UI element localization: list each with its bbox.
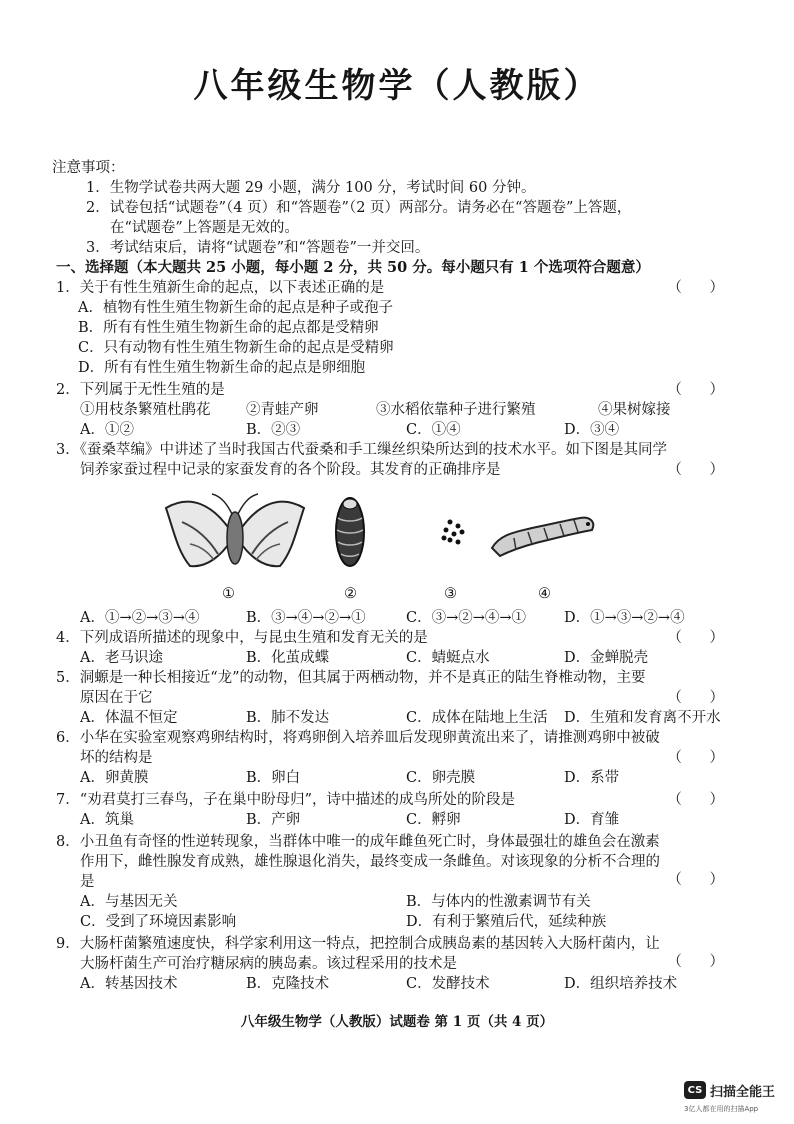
scanner-watermark [684,1080,775,1100]
notice-heading: 注意事项： [52,160,125,176]
question-stem: 坏的结构是 [80,750,153,766]
option: C．受到了环境因素影响 [80,914,237,930]
question-stem: 3．《蚕桑萃编》中讲述了当时我国古代蚕桑和手工缫丝织染所达到的技术水平。如下图是其同学 [56,442,667,458]
option: A．转基因技术 [80,976,178,992]
figure-label: ② [344,586,357,602]
statement-item: ②青蛙产卵 [246,402,319,418]
scanner-app-name: 扫描全能王 [710,1084,776,1100]
option: C．孵卵 [406,812,461,828]
notice-item: 2．试卷包括“试题卷”（4 页）和“答题卷”（2 页）两部分。请务必在“答题卷”上答题， [86,200,632,216]
silkworm-moth-drawing [166,494,304,566]
option: C．③→②→④→① [406,610,527,626]
option: A．①② [80,422,134,438]
page-footer: 八年级生物学（人教版）试题卷 第 1 页（共 4 页） [240,1014,554,1030]
statement-item: ④果树嫁接 [598,402,671,418]
question-stem: 大肠杆菌生产可治疗糖尿病的胰岛素。该过程采用的技术是 [80,956,457,972]
option: C．蜻蜓点水 [406,650,490,666]
page-title: 八年级生物学（人教版） [193,66,601,106]
option: A．筑巢 [80,812,134,828]
answer-parenthesis: （ ） [667,690,724,706]
section-heading: 一、选择题（本大题共 25 小题，每小题 2 分，共 50 分。每小题只有 1 个选项符合题意） [56,259,650,276]
question-stem: 4．下列成语所描述的现象中，与昆虫生殖和发育无关的是 [56,630,428,646]
notice-item: 1．生物学试卷共两大题 29 小题，满分 100 分，考试时间 60 分钟。 [86,180,536,196]
figure-label: ④ [538,586,551,602]
question-stem: 1．关于有性生殖新生命的起点，以下表述正确的是 [56,280,385,296]
option: B．②③ [246,422,301,438]
option: A．植物有性生殖生物新生命的起点是种子或孢子 [78,300,393,316]
option: B．肺不发达 [246,710,330,726]
answer-parenthesis: （ ） [667,750,724,766]
answer-parenthesis: （ ） [667,792,724,808]
option: D．③④ [564,422,620,438]
option: C．卵壳膜 [406,770,476,786]
option: D．系带 [564,770,620,786]
option: A．①→②→③→④ [80,610,200,626]
option: D．①→③→②→④ [564,610,685,626]
answer-parenthesis: （ ） [667,872,724,888]
notice-item: 3．考试结束后，请将“试题卷”和“答题卷”一并交回。 [86,240,430,256]
figure-label: ③ [444,586,457,602]
silkworm-larva-drawing [492,518,593,556]
question-stem: 饲养家蚕过程中记录的家蚕发育的各个阶段。其发育的正确排序是 [80,462,501,478]
option: B．卵白 [246,770,301,786]
question-stem: 是 [80,874,95,890]
option: D．生殖和发育离不开水 [564,710,721,726]
option: C．发酵技术 [406,976,490,992]
question-stem: 6．小华在实验室观察鸡卵结构时，将鸡卵倒入培养皿后发现卵黄流出来了，请推测鸡卵中被破 [56,730,660,746]
option: A．卵黄膜 [80,770,149,786]
option: D．育雏 [564,812,620,828]
option: D．所有有性生殖生物新生命的起点是卵细胞 [78,360,366,376]
question-stem: 7．“劝君莫打三春鸟，子在巢中盼母归”，诗中描述的成鸟所处的阶段是 [56,792,516,808]
silkworm-eggs-drawing [442,520,465,545]
silkworm-stages-figure [160,482,620,582]
option: B．所有有性生殖生物新生命的起点都是受精卵 [78,320,379,336]
option: A．老马识途 [80,650,163,666]
statement-item: ①用枝条繁殖杜鹃花 [80,402,211,418]
option: B．产卵 [246,812,301,828]
question-stem: 9．大肠杆菌繁殖速度快，科学家利用这一特点，把控制合成胰岛素的基因转入大肠杆菌内，让 [56,936,660,952]
option: C．只有动物有性生殖生物新生命的起点是受精卵 [78,340,394,356]
silkworm-pupa-drawing [336,498,364,566]
option: D．金蝉脱壳 [564,650,649,666]
option: A．体温不恒定 [80,710,178,726]
option: B．③→④→②→① [246,610,366,626]
answer-parenthesis: （ ） [667,462,724,478]
figure-label: ① [222,586,235,602]
option: C．成体在陆地上生活 [406,710,548,726]
scanner-tagline: 3亿人都在用的扫描App [684,1105,759,1113]
option: C．①④ [406,422,461,438]
answer-parenthesis: （ ） [667,954,724,970]
question-stem: 原因在于它 [80,690,153,706]
option: D．有利于繁殖后代，延续种族 [406,914,607,930]
question-stem: 作用下，雌性腺发育成熟，雄性腺退化消失，最终变成一条雌鱼。对该现象的分析不合理的 [80,854,660,870]
camscanner-logo-icon: CS [684,1081,706,1099]
question-stem: 5．洞螈是一种长相接近“龙”的动物，但其属于两栖动物，并不是真正的陆生脊椎动物，主要 [56,670,646,686]
option: B．克隆技术 [246,976,330,992]
statement-item: ③水稻依靠种子进行繁殖 [376,402,536,418]
option: A．与基因无关 [80,894,178,910]
option: D．组织培养技术 [564,976,678,992]
question-stem: 2．下列属于无性生殖的是 [56,382,225,398]
question-stem: 8．小丑鱼有奇怪的性逆转现象，当群体中唯一的成年雌鱼死亡时，身体最强壮的雄鱼会在激素 [56,834,660,850]
answer-parenthesis: （ ） [667,382,724,398]
option: B．与体内的性激素调节有关 [406,894,591,910]
answer-parenthesis: （ ） [667,630,724,646]
notice-item: 在“试题卷”上答题是无效的。 [110,220,299,236]
option: B．化茧成蝶 [246,650,330,666]
answer-parenthesis: （ ） [667,280,724,296]
